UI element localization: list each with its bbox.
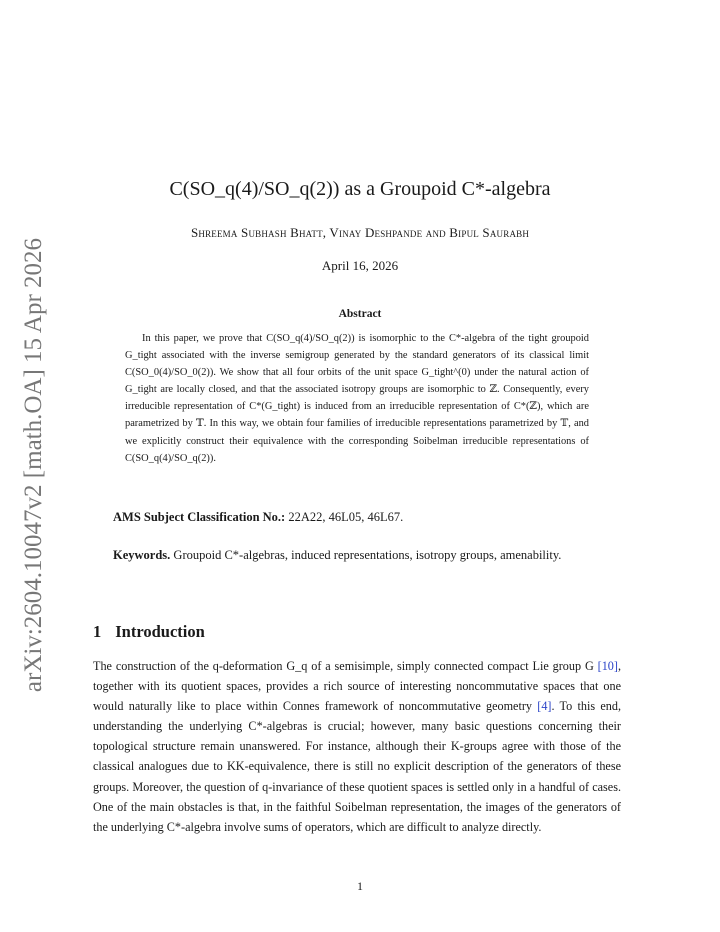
- paper-title: C(SO_q(4)/SO_q(2)) as a Groupoid C*-algebra: [169, 178, 551, 200]
- intro-text-part-1: The construction of the q-deformation G_q of a semisimple, simply connected compact Lie group G: [93, 659, 598, 673]
- keywords-value: Groupoid C*-algebras, induced representations, isotropy groups, amenability.: [173, 548, 562, 562]
- keywords-label: Keywords.: [113, 548, 171, 562]
- section-number: 1: [93, 622, 102, 641]
- paper-date: April 16, 2026: [321, 258, 399, 273]
- introduction-paragraph: [93, 656, 621, 837]
- citation-link[interactable]: [4]: [537, 699, 552, 714]
- arxiv-identifier-stamp: arXiv:2604.10047v2 [math.OA] 15 Apr 2026: [20, 237, 47, 693]
- section-title: Introduction: [115, 622, 205, 641]
- section-heading: [93, 622, 205, 642]
- citation-link[interactable]: [10]: [597, 659, 618, 673]
- ams-classification-value: 22A22, 46L05, 46L67.: [288, 510, 404, 524]
- page-number: 1: [357, 879, 363, 893]
- intro-text-part-2: , together with its quotient spaces, provides a rich source of interesting noncommutative spaces that one would naturally like to place within Connes framework of noncommutative geometry: [93, 659, 621, 714]
- ams-classification: [113, 510, 403, 525]
- abstract-text: In this paper, we prove that C(SO_q(4)/SO_q(2)) is isomorphic to the C*-algebra of the tight groupoid G_tight associated with the inverse semigroup generated by the standard generators of its classical limit C(SO_0(4)/SO_0(2)). We show that all four orbits of the unit space G_tight^(0) under the natural action of G_tight are locally closed, and that the associated isotropy groups are isomorphic to ℤ. Consequently, every irreducible representation of C*(G_tight) is induced from an irreducible representation of C*(ℤ), which are parametrized by 𝕋. In this way, we obtain four families of irreducible representations parametrized by 𝕋, and we explicitly construct their equivalence with the corresponding Soibelman irreducible representations of C(SO_q(4)/SO_q(2)).: [125, 333, 589, 464]
- intro-text-part-3: . To this end, understanding the underlying C*-algebras is crucial; however, many basic questions concerning their topological structure remain unanswered. For instance, although their K-groups agree with those of the classical analogues due to KK-equivalence, there is still no explicit description of the generators of these groups. Moreover, the question of q-invariance of these quotient spaces is settled only in a handful of cases. One of the main obstacles is that, in the faithful Soibelman representation, the images of the generators of the underlying C*-algebra involve sums of operators, which are difficult to analyze directly.: [93, 699, 621, 834]
- keywords: [113, 548, 561, 563]
- paper-authors: Shreema Subhash Bhatt, Vinay Deshpande and Bipul Saurabh: [190, 225, 530, 240]
- ams-classification-label: AMS Subject Classification No.:: [113, 510, 286, 524]
- abstract-heading: Abstract: [338, 308, 382, 320]
